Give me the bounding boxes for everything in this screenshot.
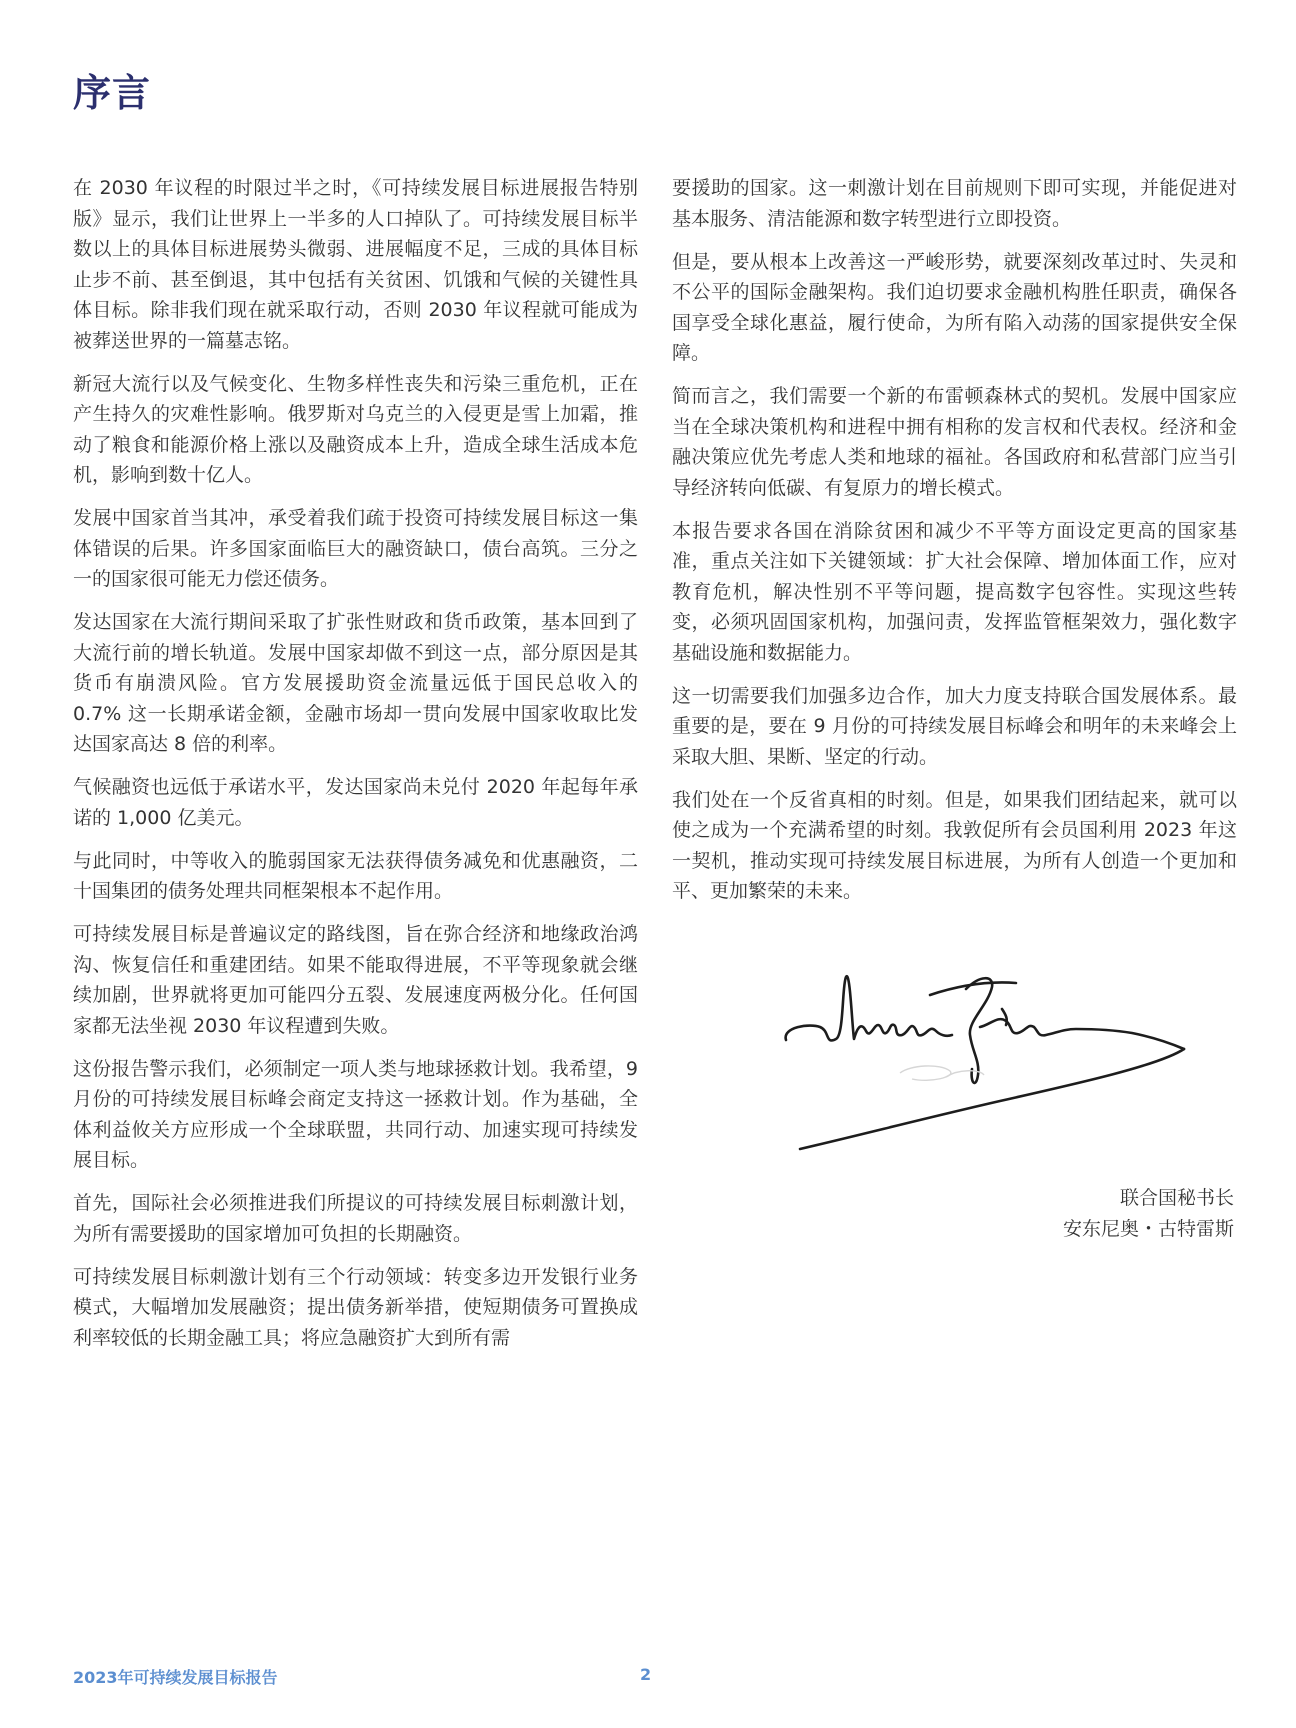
paragraph: 气候融资也远低于承诺水平，发达国家尚未兑付 2020 年起每年承诺的 1,000 亿美元。	[73, 776, 638, 829]
paragraph: 要援助的国家。这一刺激计划在目前规则下即可实现，并能促进对基本服务、清洁能源和数字转型进行立即投资。	[672, 177, 1237, 230]
paragraph: 可持续发展目标是普遍议定的路线图，旨在弥合经济和地缘政治鸿沟、恢复信任和重建团结。如果不能取得进展，不平等现象就会继续加剧，世界就将更加可能四分五裂、发展速度两极分化。任何国家都无法坐视 2030 年议程遭到失败。	[73, 923, 638, 1037]
signatory-block	[1063, 1183, 1234, 1245]
signatory-title: 联合国秘书长	[1119, 1187, 1234, 1209]
paragraph: 我们处在一个反省真相的时刻。但是，如果我们团结起来，就可以使之成为一个充满希望的时刻。我敦促所有会员国利用 2023 年这一契机，推动实现可持续发展目标进展，为所有人创造一个更加和平、更加繁荣的未来。	[672, 788, 1237, 902]
right-column	[672, 173, 1237, 919]
paragraph: 发展中国家首当其冲，承受着我们疏于投资可持续发展目标这一集体错误的后果。许多国家面临巨大的融资缺口，债台高筑。三分之一的国家很可能无力偿还债务。	[73, 507, 638, 590]
paragraph: 简而言之，我们需要一个新的布雷顿森林式的契机。发展中国家应当在全球决策机构和进程中拥有相称的发言权和代表权。经济和金融决策应优先考虑人类和地球的福祉。各国政府和私营部门应当引导经济转向低碳、有复原力的增长模式。	[672, 385, 1237, 499]
paragraph: 可持续发展目标刺激计划有三个行动领域：转变多边开发银行业务模式，大幅增加发展融资；提出债务新举措，使短期债务可置换成利率较低的长期金融工具；将应急融资扩大到所有需	[73, 1265, 638, 1349]
signatory-name: 安东尼奥・古特雷斯	[1062, 1218, 1234, 1240]
footer-report-title: 2023年可持续发展目标报告	[73, 1668, 278, 1687]
paragraph: 首先，国际社会必须推进我们所提议的可持续发展目标刺激计划，为所有需要援助的国家增加可负担的长期融资。	[73, 1192, 638, 1245]
paragraph: 发达国家在大流行期间采取了扩张性财政和货币政策，基本回到了大流行前的增长轨道。发展中国家却做不到这一点，部分原因是其货币有崩溃风险。官方发展援助资金流量远低于国民总收入的 0.7% 这一长期承诺金额，金融市场却一贯向发展中国家收取比发达国家高达 8 倍的利率。	[73, 611, 638, 755]
left-column	[73, 173, 638, 1366]
page-number: 2	[640, 1665, 652, 1684]
page-title: 序言	[73, 71, 152, 115]
paragraph: 在 2030 年议程的时限过半之时，《可持续发展目标进展报告特别版》显示，我们让世界上一半多的人口掉队了。可持续发展目标半数以上的具体目标进展势头微弱、进展幅度不足，三成的具体目标止步不前、甚至倒退，其中包括有关贫困、饥饿和气候的关键性具体目标。除非我们现在就采取行动，否则 2030 年议程就可能成为被葬送世界的一篇墓志铭。	[73, 177, 638, 352]
signature-image	[780, 965, 1220, 1175]
paragraph: 这份报告警示我们，必须制定一项人类与地球拯救计划。我希望，9 月份的可持续发展目标峰会商定支持这一拯救计划。作为基础，全体利益攸关方应形成一个全球联盟，共同行动、加速实现可持续发展目标。	[73, 1057, 638, 1171]
paragraph: 本报告要求各国在消除贫困和减少不平等方面设定更高的国家基准，重点关注如下关键领域：扩大社会保障、增加体面工作，应对教育危机，解决性别不平等问题，提高数字包容性。实现这些转变，必须巩固国家机构，加强问责，发挥监管框架效力，强化数字基础设施和数据能力。	[672, 519, 1237, 664]
paragraph: 这一切需要我们加强多边合作，加大力度支持联合国发展体系。最重要的是，要在 9 月份的可持续发展目标峰会和明年的未来峰会上采取大胆、果断、坚定的行动。	[672, 684, 1237, 768]
paragraph: 新冠大流行以及气候变化、生物多样性丧失和污染三重危机，正在产生持久的灾难性影响。俄罗斯对乌克兰的入侵更是雪上加霜，推动了粮食和能源价格上涨以及融资成本上升，造成全球生活成本危机，影响到数十亿人。	[73, 372, 638, 486]
paragraph: 但是，要从根本上改善这一严峻形势，就要深刻改革过时、失灵和不公平的国际金融架构。我们迫切要求金融机构胜任职责，确保各国享受全球化惠益，履行使命，为所有陷入动荡的国家提供安全保障。	[672, 250, 1237, 364]
paragraph: 与此同时，中等收入的脆弱国家无法获得债务减免和优惠融资，二十国集团的债务处理共同框架根本不起作用。	[73, 849, 638, 902]
